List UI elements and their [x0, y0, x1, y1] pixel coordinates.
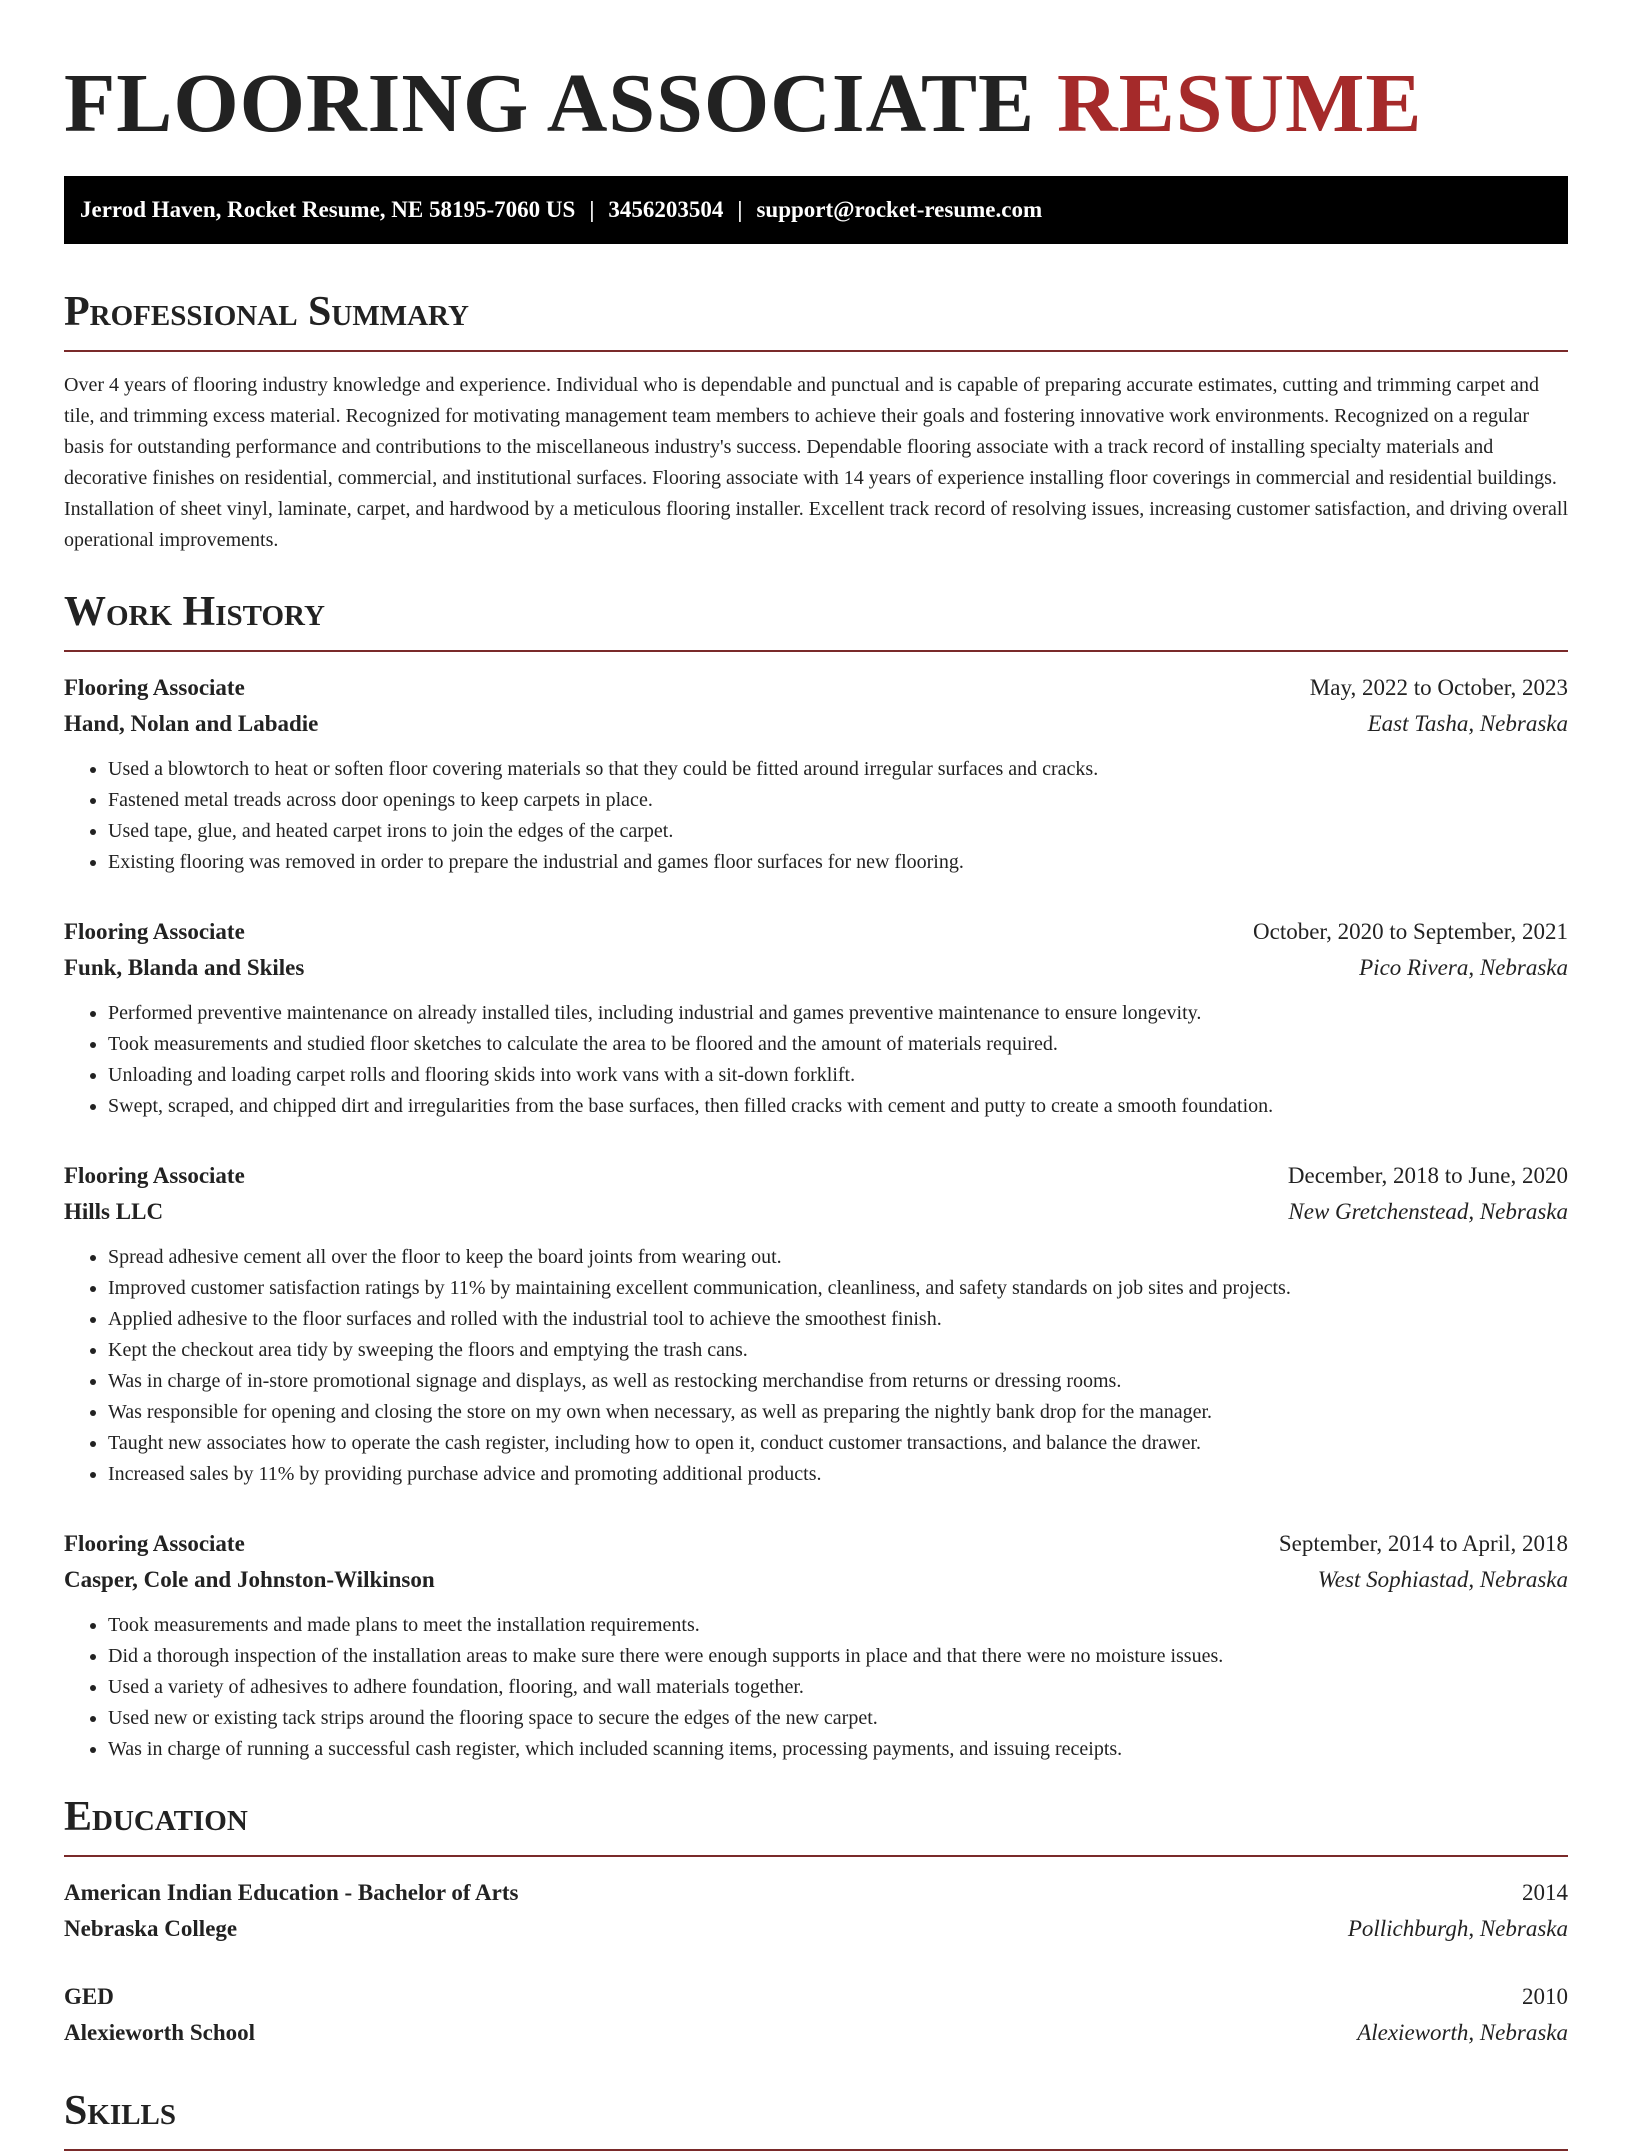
work-history-heading: Work History	[64, 586, 1568, 652]
skills-section	[64, 2085, 1568, 2151]
job-bullet: • Was in charge of running a successful cash register, which included scanning items, processing payments, and issuing receipts.	[108, 1734, 1568, 1765]
title-main: FLOORING ASSOCIATE	[64, 57, 1035, 150]
job-bullet: • Was responsible for opening and closing the store on my own when necessary, as well as preparing the nightly bank drop for the manager.	[108, 1397, 1568, 1428]
job-title: Flooring Associate	[64, 1163, 245, 1188]
job-bullet: • Kept the checkout area tidy by sweeping the floors and emptying the trash cans.	[108, 1335, 1568, 1366]
resume-page	[64, 0, 1568, 2151]
job-bullet: • Spread adhesive cement all over the floor to keep the board joints from wearing out.	[108, 1242, 1568, 1273]
job-entry	[64, 1526, 1568, 1765]
job-location: Pico Rivera, Nebraska	[1359, 955, 1568, 980]
skills-heading: Skills	[64, 2085, 1568, 2151]
education-year: 2014	[1522, 1880, 1568, 1905]
job-bullet: • Did a thorough inspection of the installation areas to make sure there were enough supports in place and that there were no moisture issues.	[108, 1641, 1568, 1672]
job-bullet: • Unloading and loading carpet rolls and flooring skids into work vans with a sit-down forklift.	[108, 1060, 1568, 1091]
summary-text: Over 4 years of flooring industry knowledge and experience. Individual who is dependable and punctual and is capable of preparing accurate estimates, cutting and trimming carpet and tile, and trimming excess material. Recognized for motivating management team members to achieve their goals and fostering innovative work environments. Recognized on a regular basis for outstanding performance and contributions to the miscellaneous industry's success. Dependable flooring associate with a track record of installing specialty materials and decorative finishes on residential, commercial, and institutional surfaces. Flooring associate with 14 years of experience installing floor coverings in commercial and residential buildings. Installation of sheet vinyl, laminate, carpet, and hardwood by a meticulous flooring installer. Excellent track record of resolving issues, increasing customer satisfaction, and driving overall operational improvements.	[64, 374, 1569, 551]
title-accent: RESUME	[1057, 57, 1423, 150]
job-title: Flooring Associate	[64, 919, 245, 944]
job-bullets	[64, 1242, 1568, 1490]
job-company: Hills LLC	[64, 1199, 164, 1224]
contact-bar	[64, 176, 1568, 244]
job-dates: December, 2018 to June, 2020	[1287, 1163, 1568, 1188]
contact-separator: |	[589, 197, 595, 222]
job-bullet: • Improved customer satisfaction ratings by 11% by maintaining excellent communication, cleanliness, and safety standards on job sites and projects.	[108, 1273, 1568, 1304]
job-bullet: • Taught new associates how to operate the cash register, including how to open it, conduct customer transactions, and balance the drawer.	[108, 1428, 1568, 1459]
education-location: Alexieworth, Nebraska	[1357, 2020, 1568, 2045]
job-bullet: • Increased sales by 11% by providing purchase advice and promoting additional products.	[108, 1459, 1568, 1490]
contact-address: Jerrod Haven, Rocket Resume, NE 58195-7060 US	[80, 197, 576, 222]
contact-phone: 3456203504	[608, 197, 724, 222]
education-school: Alexieworth School	[64, 2020, 256, 2045]
contact-separator: |	[737, 197, 743, 222]
education-location: Pollichburgh, Nebraska	[1347, 1916, 1568, 1941]
job-location: East Tasha, Nebraska	[1367, 711, 1568, 736]
job-company: Hand, Nolan and Labadie	[64, 711, 319, 736]
job-title: Flooring Associate	[64, 675, 245, 700]
contact-email: support@rocket-resume.com	[756, 197, 1043, 222]
job-bullet: • Existing flooring was removed in order to prepare the industrial and games floor surfaces for new flooring.	[108, 847, 1568, 878]
education-degree: GED	[64, 1984, 114, 2009]
education-year: 2010	[1522, 1984, 1568, 2009]
job-bullets	[64, 998, 1568, 1122]
resume-title	[64, 0, 1568, 154]
job-bullet: • Used new or existing tack strips around the flooring space to secure the edges of the new carpet.	[108, 1703, 1568, 1734]
job-entry	[64, 1158, 1568, 1490]
job-bullet: • Used tape, glue, and heated carpet irons to join the edges of the carpet.	[108, 816, 1568, 847]
job-company: Funk, Blanda and Skiles	[64, 955, 305, 980]
job-company: Casper, Cole and Johnston-Wilkinson	[64, 1567, 435, 1592]
job-bullet: • Fastened metal treads across door openings to keep carpets in place.	[108, 785, 1568, 816]
job-bullet: • Was in charge of in-store promotional signage and displays, as well as restocking merchandise from returns or dressing rooms.	[108, 1366, 1568, 1397]
job-bullet: • Applied adhesive to the floor surfaces and rolled with the industrial tool to achieve the smoothest finish.	[108, 1304, 1568, 1335]
job-bullets	[64, 754, 1568, 878]
job-bullet: • Performed preventive maintenance on already installed tiles, including industrial and games preventive maintenance to ensure longevity.	[108, 998, 1568, 1029]
job-bullets	[64, 1610, 1568, 1765]
job-dates: October, 2020 to September, 2021	[1253, 919, 1568, 944]
education-entry	[64, 1979, 1568, 2051]
summary-heading: Professional Summary	[64, 286, 1568, 352]
job-location: New Gretchenstead, Nebraska	[1288, 1199, 1568, 1224]
job-location: West Sophiastad, Nebraska	[1317, 1567, 1568, 1592]
job-entry	[64, 670, 1568, 878]
job-title: Flooring Associate	[64, 1531, 245, 1556]
work-history-section	[64, 586, 1568, 1765]
summary-section	[64, 286, 1568, 556]
job-bullet: • Took measurements and made plans to meet the installation requirements.	[108, 1610, 1568, 1641]
education-heading: Education	[64, 1791, 1568, 1857]
job-bullet: • Took measurements and studied floor sketches to calculate the area to be floored and the amount of materials required.	[108, 1029, 1568, 1060]
education-section	[64, 1791, 1568, 2051]
job-bullet: • Used a blowtorch to heat or soften floor covering materials so that they could be fitted around irregular surfaces and cracks.	[108, 754, 1568, 785]
job-bullet: • Swept, scraped, and chipped dirt and irregularities from the base surfaces, then filled cracks with cement and putty to create a smooth foundation.	[108, 1091, 1568, 1122]
education-entry	[64, 1875, 1568, 1947]
education-school: Nebraska College	[64, 1916, 238, 1941]
job-bullet: • Used a variety of adhesives to adhere foundation, flooring, and wall materials together.	[108, 1672, 1568, 1703]
job-entry	[64, 914, 1568, 1122]
job-dates: May, 2022 to October, 2023	[1309, 675, 1568, 700]
education-degree: American Indian Education - Bachelor of Arts	[64, 1880, 519, 1905]
job-dates: September, 2014 to April, 2018	[1278, 1531, 1568, 1556]
